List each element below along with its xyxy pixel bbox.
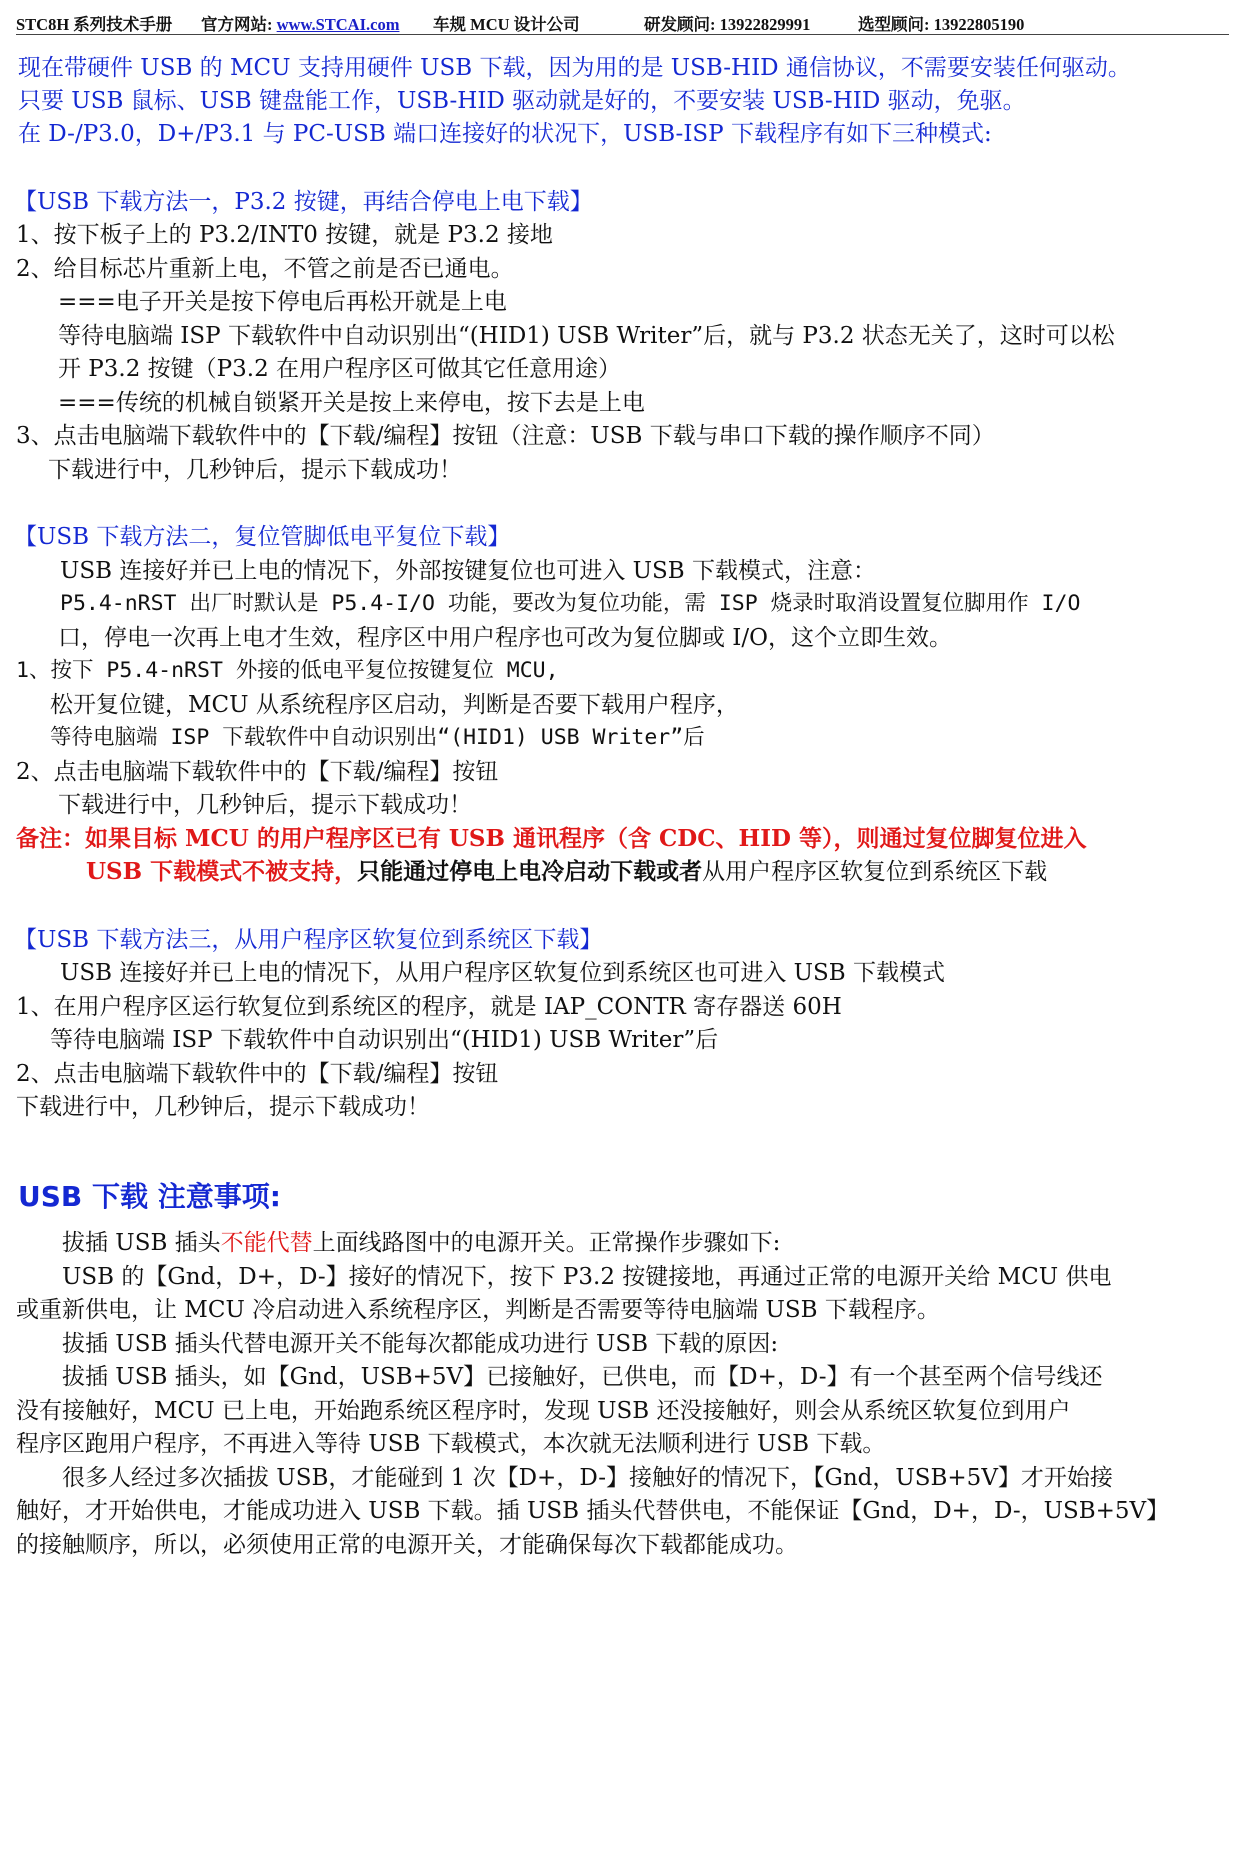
method1-step: ===传统的机械自锁紧开关是按上来停电，按下去是上电 — [58, 390, 645, 416]
method3-title: 【USB 下载方法三，从用户程序区软复位到系统区下载】 — [14, 927, 603, 953]
notes-line: 触好，才开始供电，才能成功进入 USB 下载。插 USB 插头代替供电，不能保证【Gnd，D+，D-，USB+5V】 — [16, 1498, 1170, 1524]
note-unsupported: USB 下载模式不被支持， — [86, 858, 358, 885]
notes-section-title: USB 下载 注意事项: — [18, 1180, 281, 1213]
notes-line: 的接触顺序，所以，必须使用正常的电源开关，才能确保每次下载都能成功。 — [16, 1532, 798, 1558]
website-link[interactable]: www.STCAI.com — [276, 15, 400, 34]
method2-step: P5.4-nRST 出厂时默认是 P5.4-I/O 功能，要改为复位功能，需 ISP 烧录时取消设置复位脚用作 I/O — [60, 591, 1081, 616]
method2-step: 1、按下 P5.4-nRST 外接的低电平复位按键复位 MCU, — [16, 658, 559, 683]
website-label: 官方网站: — [201, 15, 277, 34]
company-tagline: 车规 MCU 设计公司 — [433, 15, 580, 34]
method2-step: 下载进行中，几秒钟后，提示下载成功！ — [58, 792, 472, 818]
method3-step: 1、在用户程序区运行软复位到系统区的程序，就是 IAP_CONTR 寄存器送 60H — [16, 994, 842, 1020]
method1-step: 开 P3.2 按键（P3.2 在用户程序区可做其它任意用途） — [58, 356, 622, 382]
manual-title: STC8H 系列技术手册 — [16, 15, 173, 34]
method1-title: 【USB 下载方法一，P3.2 按键，再结合停电上电下载】 — [14, 189, 593, 215]
notes-p1-emphasis: 不能代替 — [220, 1230, 313, 1256]
notes-p1-start: 拔插 USB 插头 — [62, 1230, 221, 1256]
website-line — [201, 11, 399, 35]
method2-note-line-2 — [86, 857, 1047, 887]
method3-step: USB 连接好并已上电的情况下，从用户程序区软复位到系统区也可进入 USB 下载模式 — [60, 960, 946, 986]
method2-step: 松开复位键，MCU 从系统程序区启动，判断是否要下载用户程序， — [50, 692, 739, 718]
method3-step: 等待电脑端 ISP 下载软件中自动识别出“(HID1) USB Writer”后 — [50, 1027, 719, 1053]
method2-step: 等待电脑端 ISP 下载软件中自动识别出“(HID1) USB Writer”后 — [50, 725, 705, 750]
method2-step: 2、点击电脑端下载软件中的【下载/编程】按钮 — [16, 759, 499, 785]
note-soft-reset: 从用户程序区软复位到系统区下载 — [702, 859, 1048, 885]
method2-step: 口，停电一次再上电才生效，程序区中用户程序也可改为复位脚或 I/O，这个立即生效。 — [58, 625, 953, 651]
intro-line-1: 现在带硬件 USB 的 MCU 支持用硬件 USB 下载，因为用的是 USB-HID 通信协议，不需要安装任何驱动。 — [18, 55, 1131, 81]
rd-advisor-phone: 研发顾问: 13922829991 — [644, 15, 811, 34]
notes-line: 拔插 USB 插头，如【Gnd，USB+5V】已接触好，已供电，而【D+，D-】有一个甚至两个信号线还 — [62, 1364, 1103, 1390]
page-header — [16, 8, 1229, 35]
method1-step: 1、按下板子上的 P3.2/INT0 按键，就是 P3.2 接地 — [16, 222, 553, 248]
notes-paragraph-1 — [62, 1228, 780, 1258]
selection-advisor-phone: 选型顾问: 13922805190 — [858, 15, 1025, 34]
notes-line: 程序区跑用户程序，不再进入等待 USB 下载模式，本次就无法顺利进行 USB 下载。 — [16, 1431, 886, 1457]
notes-line: 没有接触好，MCU 已上电，开始跑系统区程序时，发现 USB 还没接触好，则会从系统区软复位到用户 — [16, 1398, 1071, 1424]
method1-step: 2、给目标芯片重新上电，不管之前是否已通电。 — [16, 256, 514, 282]
method2-title: 【USB 下载方法二，复位管脚低电平复位下载】 — [14, 524, 511, 550]
notes-line: 拔插 USB 插头代替电源开关不能每次都能成功进行 USB 下载的原因: — [62, 1331, 779, 1357]
notes-line: 或重新供电，让 MCU 冷启动进入系统程序区，判断是否需要等待电脑端 USB 下载程序。 — [16, 1297, 940, 1323]
note-cold-start: 只能通过停电上电冷启动下载或者 — [357, 858, 703, 885]
method1-step: ===电子开关是按下停电后再松开就是上电 — [58, 289, 507, 315]
notes-line: USB 的【Gnd，D+，D-】接好的情况下，按下 P3.2 按键接地，再通过正常的电源开关给 MCU 供电 — [62, 1264, 1112, 1290]
notes-line: 很多人经过多次插拔 USB，才能碰到 1 次【D+，D-】接触好的情况下，【Gnd，USB+5V】才开始接 — [62, 1465, 1113, 1491]
method2-step: USB 连接好并已上电的情况下，外部按键复位也可进入 USB 下载模式，注意： — [60, 558, 877, 584]
method2-note-line-1: 备注：如果目标 MCU 的用户程序区已有 USB 通讯程序（含 CDC、HID 等），则通过复位脚复位进入 — [16, 825, 1087, 852]
intro-line-3: 在 D-/P3.0，D+/P3.1 与 PC-USB 端口连接好的状况下，USB-ISP 下载程序有如下三种模式: — [18, 121, 992, 147]
method1-step: 下载进行中，几秒钟后，提示下载成功！ — [48, 457, 462, 483]
method3-step: 下载进行中，几秒钟后，提示下载成功！ — [16, 1094, 430, 1120]
intro-line-2: 只要 USB 鼠标、USB 键盘能工作，USB-HID 驱动就是好的，不要安装 USB-HID 驱动，免驱。 — [18, 88, 1026, 114]
method3-step: 2、点击电脑端下载软件中的【下载/编程】按钮 — [16, 1061, 499, 1087]
method1-step: 3、点击电脑端下载软件中的【下载/编程】按钮（注意：USB 下载与串口下载的操作顺序不同） — [16, 423, 995, 449]
notes-p1-end: 上面线路图中的电源开关。正常操作步骤如下: — [312, 1230, 781, 1256]
method1-step: 等待电脑端 ISP 下载软件中自动识别出“(HID1) USB Writer”后，就与 P3.2 状态无关了，这时可以松 — [58, 323, 1115, 349]
